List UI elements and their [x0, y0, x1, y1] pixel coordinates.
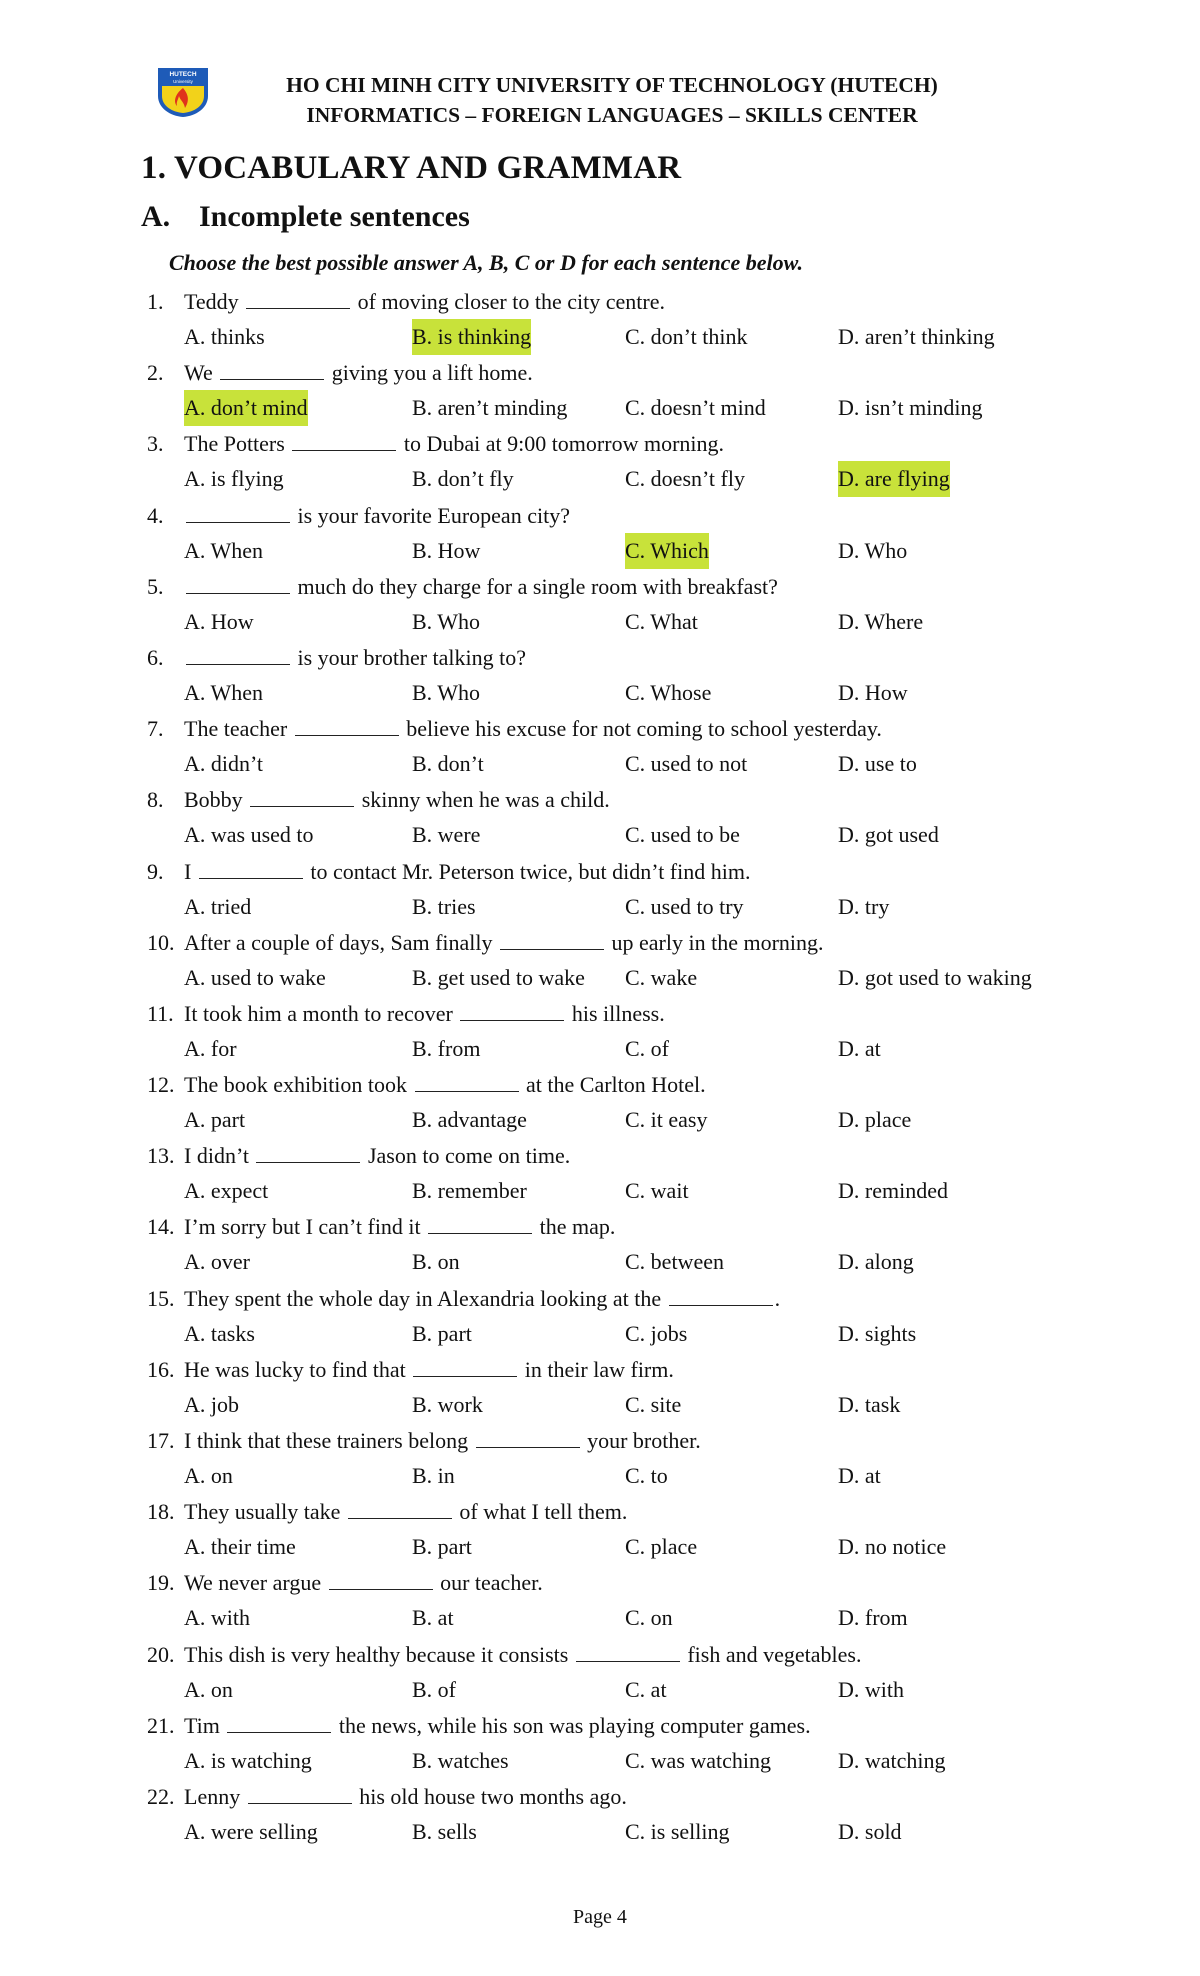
option-b: B. Who	[412, 608, 481, 634]
question-item	[0, 1494, 1200, 1565]
answer-options	[0, 390, 1200, 426]
question-text	[147, 1423, 701, 1459]
option-a: A. their time	[184, 1534, 296, 1560]
question-text-after: in their law firm.	[524, 1356, 674, 1382]
answer-blank	[199, 860, 303, 879]
option-a: A. didn’t	[184, 751, 264, 777]
question-text-before: We	[184, 360, 213, 386]
option-d: D. Who	[838, 537, 908, 563]
option-a: A. When	[184, 537, 264, 563]
option-a: A. tasks	[184, 1320, 255, 1346]
option-a: A. on	[184, 1676, 233, 1702]
option-d: D. Where	[838, 608, 924, 634]
question-item	[0, 355, 1200, 426]
answer-blank	[669, 1287, 773, 1306]
option-d: D. at	[838, 1035, 881, 1061]
answer-options	[0, 1173, 1200, 1209]
option-c: C. doesn’t fly	[625, 466, 745, 492]
question-text-after: at the Carlton Hotel.	[526, 1072, 706, 1098]
option-c: C. Whose	[625, 679, 712, 705]
question-text-before: The Potters	[184, 431, 285, 457]
answer-blank	[186, 575, 290, 594]
question-text-after: is your brother talking to?	[297, 644, 527, 670]
question-text-before: We never argue	[184, 1570, 322, 1596]
question-item	[0, 498, 1200, 569]
option-a: A. was used to	[184, 822, 314, 848]
question-text-after: believe his excuse for not coming to school yesterday.	[406, 716, 882, 742]
question-item	[0, 1352, 1200, 1423]
question-text	[147, 355, 533, 391]
option-d: D. got used	[838, 822, 939, 848]
answer-blank	[460, 1002, 564, 1021]
option-b: B. watches	[412, 1747, 509, 1773]
option-a: A. part	[184, 1107, 246, 1133]
question-item	[0, 426, 1200, 497]
option-c: C. on	[625, 1605, 673, 1631]
question-text	[147, 426, 724, 462]
option-a: A. used to wake	[184, 964, 326, 990]
question-text	[147, 1209, 615, 1245]
question-number: 20.	[147, 1641, 175, 1667]
question-text-after: our teacher.	[440, 1570, 543, 1596]
question-item	[0, 1423, 1200, 1494]
option-c: C. it easy	[625, 1107, 708, 1133]
option-a: A. How	[184, 608, 254, 634]
question-number: 8.	[147, 787, 164, 813]
header-line-1: HO CHI MINH CITY UNIVERSITY OF TECHNOLOGY (HUTECH)	[286, 73, 938, 97]
option-b: B. part	[412, 1320, 472, 1346]
question-text-before: They spent the whole day in Alexandria looking at the	[184, 1285, 662, 1311]
option-c: C. used to be	[625, 822, 740, 848]
option-d-highlighted: D. are flying	[838, 461, 950, 497]
option-b: B. advantage	[412, 1107, 527, 1133]
question-text	[147, 498, 570, 534]
option-b: B. were	[412, 822, 481, 848]
question-text-before: I think that these trainers belong	[184, 1428, 469, 1453]
option-d: D. watching	[838, 1747, 946, 1773]
answer-options	[0, 1031, 1200, 1067]
option-d: D. got used to waking	[838, 964, 1032, 990]
option-c: C. What	[625, 608, 698, 634]
question-text	[147, 1637, 861, 1673]
question-item	[0, 284, 1200, 355]
answer-options	[0, 533, 1200, 569]
option-b: B. at	[412, 1605, 454, 1631]
question-text-after: of what I tell them.	[459, 1499, 628, 1525]
option-c: C. jobs	[625, 1320, 688, 1346]
question-text-before: Teddy	[184, 289, 239, 314]
option-d: D. use to	[838, 751, 917, 777]
answer-options	[0, 1244, 1200, 1280]
question-text	[147, 1352, 674, 1388]
question-list	[0, 284, 1200, 1850]
question-text	[147, 1494, 627, 1530]
answer-options	[0, 889, 1200, 925]
option-c: C. place	[625, 1534, 698, 1560]
question-number: 5.	[147, 573, 164, 599]
option-b: B. of	[412, 1676, 456, 1702]
question-text-before: The teacher	[184, 716, 288, 742]
question-text-before: He was lucky to find that	[184, 1356, 406, 1382]
option-b: B. in	[412, 1463, 455, 1488]
option-d: D. reminded	[838, 1178, 948, 1204]
question-item	[0, 1209, 1200, 1280]
question-item	[0, 1281, 1200, 1352]
answer-blank	[415, 1073, 519, 1092]
question-text	[147, 1281, 780, 1317]
question-text	[147, 925, 824, 961]
question-number: 16.	[147, 1356, 175, 1382]
option-b: B. on	[412, 1249, 460, 1275]
option-c: C. site	[625, 1391, 682, 1417]
answer-options	[0, 1600, 1200, 1636]
answer-blank	[329, 1571, 433, 1590]
question-text-before: It took him a month to recover	[184, 1000, 453, 1026]
instruction: Choose the best possible answer A, B, C or D for each sentence below.	[169, 250, 803, 275]
question-text-before: Bobby	[184, 787, 243, 813]
option-a: A. were selling	[184, 1818, 318, 1844]
question-text	[147, 854, 750, 890]
option-b: B. sells	[412, 1818, 477, 1844]
option-c: C. don’t think	[625, 324, 748, 349]
header-line-2: INFORMATICS – FOREIGN LANGUAGES – SKILLS CENTER	[306, 103, 918, 127]
option-a: A. tried	[184, 893, 252, 919]
option-b: B. don’t	[412, 751, 484, 777]
option-d: D. try	[838, 893, 890, 919]
option-d: D. isn’t minding	[838, 395, 983, 421]
option-d: D. sights	[838, 1320, 917, 1346]
question-text-after: to Dubai at 9:00 tomorrow morning.	[403, 431, 725, 457]
option-b: B. How	[412, 537, 481, 563]
question-text-after: is your favorite European city?	[297, 502, 570, 528]
question-text-before: I didn’t	[184, 1143, 249, 1169]
answer-options	[0, 1387, 1200, 1423]
option-a: A. over	[184, 1249, 250, 1275]
question-text-after: the map.	[539, 1214, 616, 1240]
question-number: 15.	[147, 1285, 175, 1311]
question-text-after: .	[774, 1285, 781, 1311]
section-title: 1. VOCABULARY AND GRAMMAR	[141, 150, 682, 186]
answer-options	[0, 817, 1200, 853]
answer-blank	[227, 1714, 331, 1733]
answer-blank	[186, 646, 290, 665]
question-text-after: skinny when he was a child.	[361, 787, 610, 813]
option-d: D. How	[838, 679, 908, 705]
question-text	[147, 640, 526, 676]
answer-options	[0, 1814, 1200, 1850]
option-d: D. no notice	[838, 1534, 947, 1560]
option-c: C. wait	[625, 1178, 689, 1204]
question-number: 18.	[147, 1499, 175, 1525]
question-number: 17.	[147, 1428, 175, 1453]
option-d: D. place	[838, 1107, 912, 1133]
option-b: B. part	[412, 1534, 472, 1560]
question-number: 1.	[147, 289, 164, 314]
answer-blank	[220, 361, 324, 380]
question-number: 7.	[147, 716, 164, 742]
option-a: A. When	[184, 679, 264, 705]
subsection-letter: A.	[141, 200, 171, 233]
option-d: D. aren’t thinking	[838, 324, 995, 349]
option-a: A. on	[184, 1463, 233, 1488]
option-b: B. from	[412, 1035, 481, 1061]
logo-text: HUTECH	[169, 71, 197, 78]
question-text-before: I’m sorry but I can’t find it	[184, 1214, 421, 1240]
question-number: 21.	[147, 1712, 175, 1738]
answer-blank	[186, 504, 290, 523]
question-text-after: of moving closer to the city centre.	[357, 289, 665, 314]
question-number: 10.	[147, 929, 175, 955]
question-number: 2.	[147, 360, 164, 386]
question-text	[147, 996, 665, 1032]
answer-blank	[476, 1429, 580, 1448]
option-c: C. between	[625, 1249, 724, 1275]
question-text-after: your brother.	[587, 1428, 701, 1453]
answer-blank	[348, 1500, 452, 1519]
option-a: A. for	[184, 1035, 237, 1061]
option-b: B. aren’t minding	[412, 395, 568, 421]
option-a: A. with	[184, 1605, 250, 1631]
option-c: C. is selling	[625, 1818, 730, 1844]
option-b: B. remember	[412, 1178, 527, 1204]
answer-blank	[248, 1785, 352, 1804]
answer-options	[0, 1529, 1200, 1565]
option-c: C. used to try	[625, 893, 744, 919]
option-d: D. with	[838, 1676, 904, 1702]
question-text	[147, 711, 882, 747]
question-item	[0, 640, 1200, 711]
question-text-after: to contact Mr. Peterson twice, but didn’t find him.	[310, 858, 751, 884]
answer-options	[0, 1458, 1200, 1494]
option-b: B. work	[412, 1391, 483, 1417]
answer-options	[0, 604, 1200, 640]
question-item	[0, 925, 1200, 996]
question-text-before: After a couple of days, Sam finally	[184, 929, 493, 955]
answer-blank	[428, 1215, 532, 1234]
answer-blank	[576, 1643, 680, 1662]
option-c: C. wake	[625, 964, 698, 990]
question-text-before: I	[184, 858, 192, 884]
answer-blank	[246, 290, 350, 309]
question-text-before: The book exhibition took	[184, 1072, 408, 1098]
answer-options	[0, 1743, 1200, 1779]
question-number: 4.	[147, 502, 164, 528]
question-item	[0, 1138, 1200, 1209]
answer-options	[0, 319, 1200, 355]
option-d: D. sold	[838, 1818, 902, 1844]
answer-blank	[250, 788, 354, 807]
question-number: 19.	[147, 1570, 175, 1596]
question-text-after: the news, while his son was playing computer games.	[338, 1712, 811, 1738]
question-item	[0, 569, 1200, 640]
question-text	[147, 782, 610, 818]
option-c-highlighted: C. Which	[625, 533, 709, 569]
option-c: C. used to not	[625, 751, 748, 777]
question-text	[147, 1779, 627, 1815]
option-c: C. of	[625, 1035, 669, 1061]
question-item	[0, 1565, 1200, 1636]
subsection-heading	[141, 200, 470, 234]
question-number: 13.	[147, 1143, 175, 1169]
option-a: A. thinks	[184, 324, 265, 349]
question-number: 22.	[147, 1783, 175, 1809]
answer-options	[0, 1102, 1200, 1138]
question-text-after: Jason to come on time.	[367, 1143, 571, 1169]
question-text	[147, 1708, 811, 1744]
question-text	[147, 284, 665, 320]
question-text-after: up early in the morning.	[611, 929, 824, 955]
answer-blank	[413, 1358, 517, 1377]
question-text-after: his old house two months ago.	[359, 1783, 627, 1809]
option-d: D. task	[838, 1391, 901, 1417]
question-text	[147, 1138, 570, 1174]
option-d: D. at	[838, 1463, 881, 1488]
answer-options	[0, 675, 1200, 711]
answer-blank	[500, 931, 604, 950]
question-text-after: much do they charge for a single room with breakfast?	[297, 573, 778, 599]
option-b: B. don’t fly	[412, 466, 514, 492]
option-b-highlighted: B. is thinking	[412, 319, 531, 355]
answer-options	[0, 1672, 1200, 1708]
option-a: A. is flying	[184, 466, 284, 492]
question-text-before: Tim	[184, 1712, 220, 1738]
option-a: A. expect	[184, 1178, 269, 1204]
question-number: 12.	[147, 1072, 175, 1098]
subsection-title: Incomplete sentences	[199, 200, 470, 233]
answer-blank	[256, 1144, 360, 1163]
option-b: B. tries	[412, 893, 476, 919]
answer-blank	[292, 432, 396, 451]
logo-subtext: University	[173, 79, 193, 84]
question-item	[0, 854, 1200, 925]
question-item	[0, 782, 1200, 853]
question-text-before: Lenny	[184, 1783, 241, 1809]
question-number: 9.	[147, 858, 164, 884]
page-number: Page 4	[573, 1906, 627, 1928]
option-a: A. is watching	[184, 1747, 312, 1773]
question-number: 14.	[147, 1214, 175, 1240]
question-item	[0, 1779, 1200, 1850]
question-text-before: This dish is very healthy because it consists	[184, 1641, 569, 1667]
question-number: 3.	[147, 431, 164, 457]
option-c: C. doesn’t mind	[625, 395, 766, 421]
question-text-after: fish and vegetables.	[687, 1641, 862, 1667]
answer-options	[0, 960, 1200, 996]
institution-header	[262, 70, 962, 130]
question-item	[0, 711, 1200, 782]
question-number: 6.	[147, 644, 164, 670]
question-text	[147, 1565, 543, 1601]
question-item	[0, 1637, 1200, 1708]
option-a: A. job	[184, 1391, 239, 1417]
question-number: 11.	[147, 1000, 174, 1026]
question-item	[0, 1708, 1200, 1779]
option-c: C. to	[625, 1463, 668, 1488]
option-d: D. along	[838, 1249, 914, 1275]
question-text	[147, 1067, 706, 1103]
question-text-after: his illness.	[571, 1000, 665, 1026]
hutech-logo	[154, 66, 212, 118]
option-a-highlighted: A. don’t mind	[184, 390, 308, 426]
question-text	[147, 569, 778, 605]
option-c: C. was watching	[625, 1747, 772, 1773]
answer-options	[0, 746, 1200, 782]
option-d: D. from	[838, 1605, 908, 1631]
option-b: B. Who	[412, 679, 481, 705]
question-item	[0, 1067, 1200, 1138]
question-item	[0, 996, 1200, 1067]
answer-options	[0, 461, 1200, 497]
question-text-before: They usually take	[184, 1499, 341, 1525]
option-c: C. at	[625, 1676, 667, 1702]
question-text-after: giving you a lift home.	[331, 360, 533, 386]
option-b: B. get used to wake	[412, 964, 585, 990]
answer-blank	[295, 717, 399, 736]
answer-options	[0, 1316, 1200, 1352]
